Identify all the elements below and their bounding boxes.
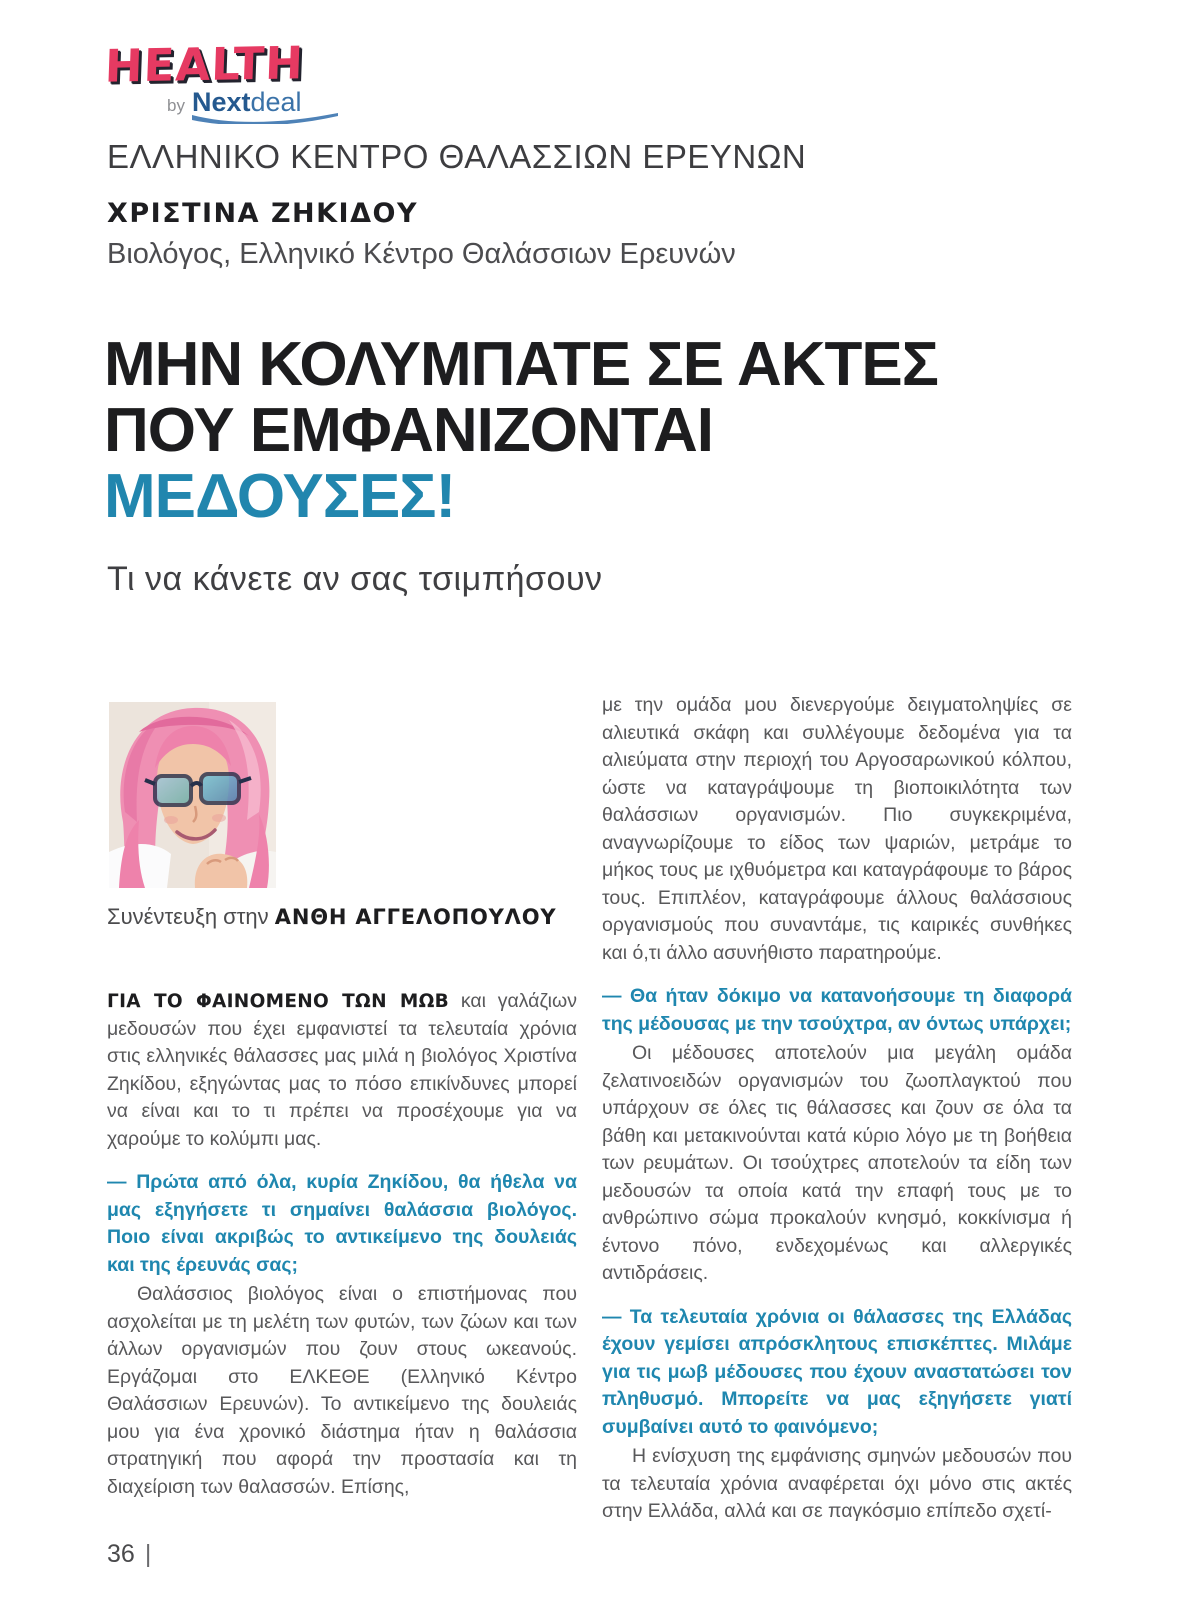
section-kicker: ΕΛΛΗΝΙΚΟ ΚΕΝΤΡΟ ΘΑΛΑΣΣΙΩΝ ΕΡΕΥΝΩΝ	[107, 138, 807, 175]
page-number-value: 36	[107, 1540, 135, 1568]
article-text-right	[602, 692, 1072, 1526]
logo-next-text: Next	[191, 87, 251, 117]
interview-question: — Τα τελευταία χρόνια οι θάλασσες της Ελλάδας έχουν γεμίσει απρόσκλητους επισκέπτες. Μιλάμε για τις μωβ μέδουσες που έχουν αναστατώσει τον πληθυσμό. Μπορείτε να μας εξηγήσετε γιατί συμβαίνει αυτό το φαινόμενο;	[602, 1305, 1072, 1438]
article-paragraph: Η ενίσχυση της εμφάνισης σμηνών μεδουσών που τα τελευταία χρόνια αναφέρεται όχι μόνο στις ακτές στην Ελλάδα, αλλά και σε παγκόσμιο επίπεδο σχετί-	[602, 1445, 1072, 1522]
article-paragraph: Οι μέδουσες αποτελούν μια μεγάλη ομάδα ζελατινοειδών οργανισμών του ζωοπλαγκτού που υπάρχουν σε όλες τις θάλασσες και ζουν σε όλα τα βάθη και μετακινούνται κατά κύριο λόγο με τη βοήθεια των ρευμάτων. Οι τσούχτρες αποτελούν τα είδη των μεδουσών τα οποία κατά την επαφή τους με το ανθρώπινο σώμα προκαλούν κνησμό, κοκκίνισμα ή έντονο πόνο, ενδεχομένως και αλλεργικές αντιδράσεις.	[602, 1042, 1072, 1284]
interviewee-name: ΧΡΙΣΤΙΝΑ ΖΗΚΙΔΟΥ	[107, 198, 418, 229]
article-column-left	[107, 692, 577, 1526]
lead-in-bold: ΓΙΑ ΤΟ ΦΑΙΝΟΜΕΝΟ ΤΩΝ ΜΩΒ	[107, 991, 450, 1012]
article-paragraph: Θαλάσσιος βιολόγος είναι ο επιστήμονας που ασχολείται με τη μελέτη των φυτών, των ζώων και των άλλων οργανισμών που ζουν στους ωκεανούς. Εργάζομαι στο ΕΛΚΕΘΕ (Ελληνικό Κέντρο Θαλάσσιων Ερευνών). Το αντικείμενο της δουλειάς μου για ένα χρονικό διάστημα ήταν η θαλάσσια στρατηγική που αφορά την προστασία και τη διαχείριση των θαλασσών. Επίσης,	[107, 1283, 577, 1498]
headline-line2: ΠΟΥ ΕΜΦΑΝΙΖΟΝΤΑΙ	[104, 396, 713, 465]
article-columns	[107, 692, 1072, 1526]
article-subtitle: Τι να κάνετε αν σας τσιμπήσουν	[107, 560, 603, 598]
logo-swoosh-icon	[190, 112, 340, 124]
health-by-nextdeal-logo	[103, 36, 305, 117]
page-number-separator: |	[144, 1540, 152, 1568]
portrait-illustration	[109, 702, 276, 888]
article-text-left	[107, 988, 577, 1501]
article-paragraph: ΓΙΑ ΤΟ ΦΑΙΝΟΜΕΝΟ ΤΩΝ ΜΩΒ και γαλάζιων μεδουσών που έχει εμφανιστεί τα τελευταία χρόνια στις ελληνικές θάλασσες μας μιλά η βιολόγος Χριστίνα Ζηκίδου, εξηγώντας μας το πόσο επικίνδυνες μπορεί να είναι και το τι πρέπει να προσέχουμε για να χαρούμε το κολύμπι μας.	[107, 990, 577, 1150]
headline-accent: ΜΕΔΟΥΣΕΣ!	[104, 462, 456, 531]
page-number	[107, 1540, 151, 1569]
article-column-right	[602, 692, 1072, 1526]
health-logo-text: HEALTH	[103, 36, 305, 93]
article-headline	[104, 332, 938, 530]
logo-by-text: by	[167, 96, 185, 115]
interview-question: — Πρώτα από όλα, κυρία Ζηκίδου, θα ήθελα να μας εξηγήσετε τι σημαίνει θαλάσσια βιολόγος. Ποιο είναι ακριβώς το αντικείμενο της δουλειάς και της έρευνάς σας;	[107, 1171, 577, 1276]
article-paragraph: με την ομάδα μου διενεργούμε δειγματοληψίες σε αλιευτικά σκάφη και συλλέγουμε δεδομένα για τα αλιεύματα στην περιοχή του Αργοσαρωνικού κόλπου, ώστε να καταγράψουμε τη βιοποικιλότητα των θαλάσσιων οργανισμών. Πιο συγκεκριμένα, αναγνωρίζουμε το είδος των ψαριών, μετράμε το μήκος τους με ιχθυόμετρα και καταγράφουμε το βάρος τους. Επιπλέον, καταγράφουμε άλλους θαλάσσιους οργανισμούς που συναντάμε, τις καιρικές συνθήκες και ό,τι άλλο ασυνήθιστο παρατηρούμε.	[602, 694, 1072, 964]
caption-prefix: Συνέντευξη στην	[107, 904, 275, 929]
headline-line1: ΜΗΝ ΚΟΛΥΜΠΑΤΕ ΣΕ ΑΚΤΕΣ	[104, 330, 938, 399]
portrait-photo	[109, 702, 276, 888]
logo-deal-text: deal	[250, 87, 302, 117]
nextdeal-logo	[167, 89, 304, 116]
photo-caption	[107, 904, 577, 930]
interview-question: — Θα ήταν δόκιμο να κατανοήσουμε τη διαφορά της μέδουσας με την τσούχτρα, αν όντως υπάρχει;	[602, 985, 1072, 1035]
nextdeal-wordmark	[192, 89, 302, 116]
interviewee-title: Βιολόγος, Ελληνικό Κέντρο Θαλάσσιων Ερευνών	[107, 238, 736, 270]
interviewer-name: ΑΝΘΗ ΑΓΓΕΛΟΠΟΥΛΟΥ	[274, 905, 557, 929]
